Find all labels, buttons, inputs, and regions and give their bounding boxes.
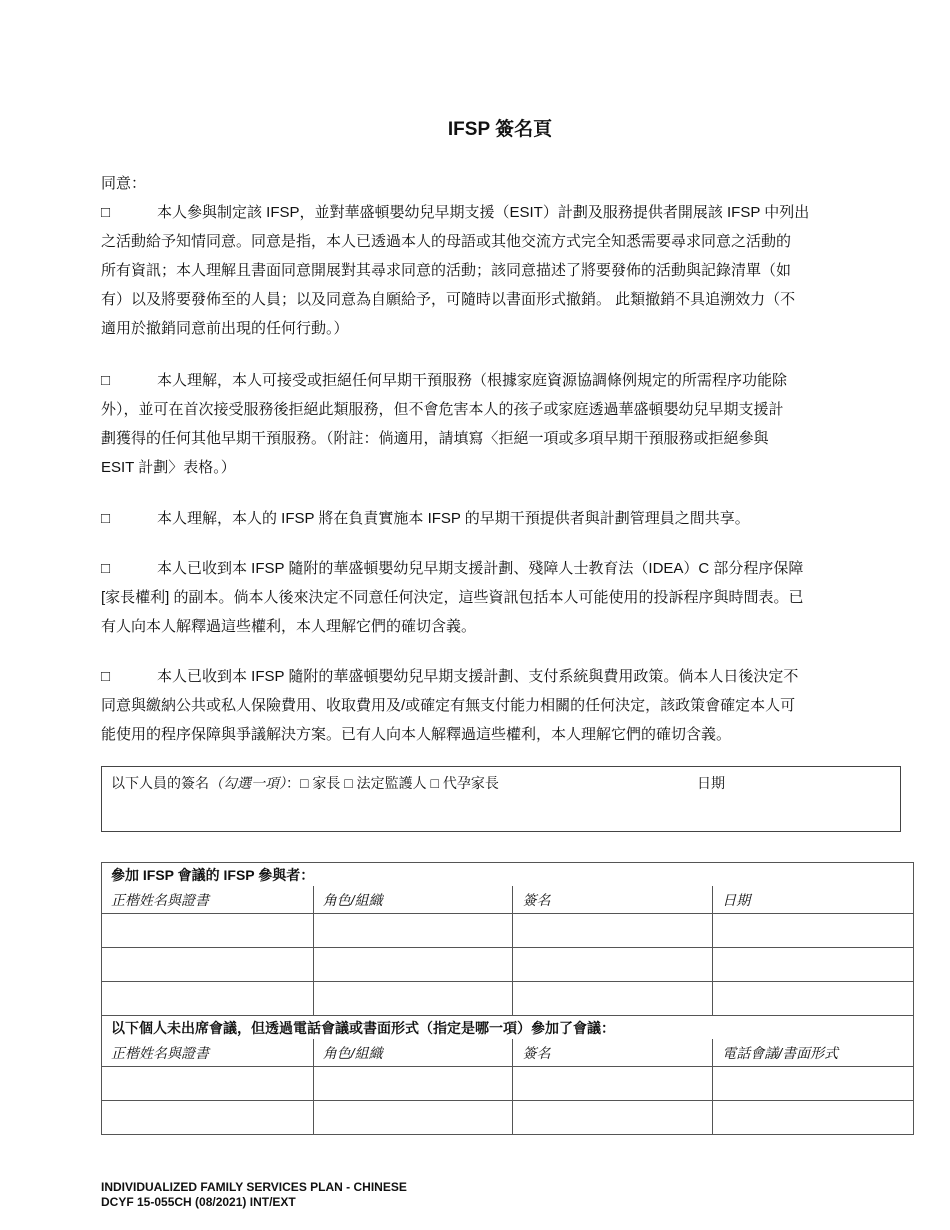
signature-prefix: 以下人員的簽名: [111, 775, 209, 791]
line-text: 適用於撤銷同意前出現的任何行動。）: [101, 320, 349, 337]
line-text: 外），並可在首次接受服務後拒絕此類服務，但不會危害本人的孩子或家庭透過華盛頓嬰幼兒早期支援計: [101, 401, 784, 418]
page-title: IFSP 簽名頁: [447, 119, 553, 140]
entry-cell[interactable]: [102, 914, 314, 948]
footer-form-title: INDIVIDUALIZED FAMILY SERVICES PLAN - CHINESE: [101, 1180, 407, 1194]
column-header: 簽名: [513, 886, 713, 914]
line-text: 同意與繳納公共或私人保險費用、收取費用及/或確定有無支付能力相關的任何決定，該政策會確定本人可: [101, 697, 796, 714]
section-remote-participants: 以下個人未出席會議，但透過電話會議或書面形式（指定是哪一項）參加了會議：: [102, 1016, 914, 1040]
participants-table: [101, 862, 914, 1135]
table-row: [102, 1101, 914, 1135]
entry-cell[interactable]: [713, 982, 914, 1016]
consent-paragraph: [101, 504, 911, 533]
line-text: 之活動給予知情同意。同意是指，本人已透過本人的母語或其他交流方式完全知悉需要尋求同意之活動的: [101, 233, 792, 250]
line-text: 本人理解，本人可接受或拒絕任何早期干預服務（根據家庭資源協調條例規定的所需程序功能除: [157, 372, 788, 389]
paragraph-line: [101, 366, 911, 395]
entry-cell[interactable]: [513, 1067, 713, 1101]
paragraph-line: [101, 314, 911, 343]
entry-cell[interactable]: [313, 1101, 513, 1135]
consent-paragraph: [101, 198, 911, 343]
entry-cell[interactable]: [102, 1067, 314, 1101]
signature-box[interactable]: [101, 766, 901, 832]
entry-cell[interactable]: [102, 1101, 314, 1135]
column-header: 正楷姓名與證書: [102, 886, 314, 914]
entry-cell[interactable]: [313, 914, 513, 948]
column-header: 角色/組織: [313, 1039, 513, 1067]
paragraph-line: [101, 256, 911, 285]
entry-cell[interactable]: [713, 914, 914, 948]
footer: [101, 1180, 407, 1210]
paragraph-line: [101, 424, 911, 453]
line-text: 劃獲得的任何其他早期干預服務。（附註：倘適用，請填寫〈拒絕一項或多項早期干預服務或拒絕參與: [101, 430, 769, 447]
consent-checkbox[interactable]: □: [101, 204, 111, 221]
consent-checkbox[interactable]: □: [101, 372, 111, 389]
table-row: [102, 914, 914, 948]
signature-label: [111, 773, 499, 793]
paragraph-line: [101, 691, 911, 720]
paragraph-line: [101, 504, 911, 533]
paragraph-line: [101, 583, 911, 612]
line-text: 本人已收到本 IFSP 隨附的華盛頓嬰幼兒早期支援計劃、殘障人士教育法（IDEA）C 部分程序保障: [157, 560, 804, 577]
signer-type-options[interactable]: ：□ 家長 □ 法定監護人 □ 代孕家長: [286, 775, 499, 791]
entry-cell[interactable]: [513, 1101, 713, 1135]
paragraph-line: [101, 227, 911, 256]
footer-form-number: DCYF 15-055CH (08/2021) INT/EXT: [101, 1195, 296, 1209]
entry-cell[interactable]: [513, 948, 713, 982]
paragraph-line: [101, 198, 911, 227]
entry-cell[interactable]: [713, 1101, 914, 1135]
line-text: 有）以及將要發佈至的人員；以及同意為自願給予，可隨時以書面形式撤銷。 此類撤銷不具追溯效力（不: [101, 291, 796, 308]
paragraph-line: [101, 453, 911, 482]
consent-paragraph: [101, 554, 911, 641]
signature-hint: （勾選一項）: [209, 775, 286, 791]
entry-cell[interactable]: [313, 1067, 513, 1101]
consent-checkbox[interactable]: □: [101, 510, 111, 527]
entry-cell[interactable]: [313, 948, 513, 982]
column-header: 簽名: [513, 1039, 713, 1067]
column-header: 日期: [713, 886, 914, 914]
table-row: [102, 948, 914, 982]
entry-cell[interactable]: [102, 982, 314, 1016]
section-attendees: 參加 IFSP 會議的 IFSP 參與者：: [102, 863, 914, 887]
paragraph-line: [101, 395, 911, 424]
paragraph-line: [101, 554, 911, 583]
consent-checkbox[interactable]: □: [101, 560, 111, 577]
line-text: 本人已收到本 IFSP 隨附的華盛頓嬰幼兒早期支援計劃、支付系統與費用政策。倘本人日後決定不: [157, 668, 799, 685]
line-text: 本人理解，本人的 IFSP 將在負責實施本 IFSP 的早期干預提供者與計劃管理員之間共享。: [157, 510, 750, 527]
table-row: [102, 982, 914, 1016]
paragraph-line: [101, 612, 911, 641]
entry-cell[interactable]: [713, 1067, 914, 1101]
column-header: 電話會議/書面形式: [713, 1039, 914, 1067]
entry-cell[interactable]: [313, 982, 513, 1016]
line-text: 能使用的程序保障與爭議解決方案。已有人向本人解釋過這些權利，本人理解它們的確切含義。: [101, 726, 732, 743]
entry-cell[interactable]: [713, 948, 914, 982]
consent-checkbox[interactable]: □: [101, 668, 111, 685]
entry-cell[interactable]: [513, 982, 713, 1016]
line-text: 所有資訊；本人理解且書面同意開展對其尋求同意的活動；該同意描述了將要發佈的活動與記錄清單（如: [101, 262, 792, 279]
consent-paragraph: [101, 662, 911, 749]
entry-cell[interactable]: [102, 948, 314, 982]
line-text: 有人向本人解釋過這些權利，本人理解它們的確切含義。: [101, 618, 477, 635]
line-text: 本人參與制定該 IFSP，並對華盛頓嬰幼兒早期支援（ESIT）計劃及服務提供者開展該 IFSP 中列出: [157, 204, 810, 221]
line-text: ESIT 計劃〉表格。）: [101, 459, 236, 476]
paragraph-line: [101, 285, 911, 314]
line-text: [家長權利] 的副本。倘本人後來決定不同意任何決定，這些資訊包括本人可能使用的投訴程序與時間表。已: [101, 589, 804, 606]
entry-cell[interactable]: [513, 914, 713, 948]
consent-paragraph: [101, 366, 911, 482]
paragraph-line: [101, 720, 911, 749]
column-header: 角色/組織: [313, 886, 513, 914]
table-row: [102, 1067, 914, 1101]
paragraph-line: [101, 662, 911, 691]
consent-heading: 同意：: [101, 175, 147, 192]
signature-date-label: 日期: [697, 775, 725, 791]
column-header: 正楷姓名與證書: [102, 1039, 314, 1067]
